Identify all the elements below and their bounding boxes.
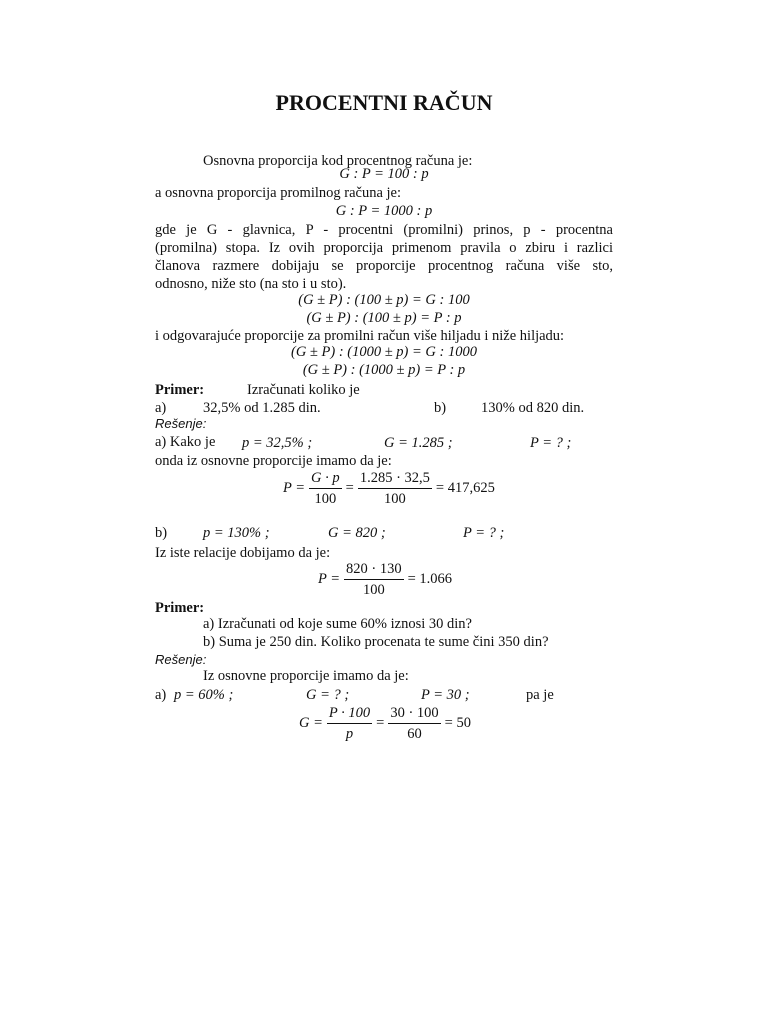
example-2-heading: Primer: [155,600,205,616]
formula-2-numerator: 820 · 130 [344,559,404,580]
example-1-a-text: 32,5% od 1.285 din. [203,400,321,416]
formula-2-fraction [344,559,404,600]
example-1-task: Izračunati koliko je [247,382,360,398]
formula-3-lhs: G = [299,715,323,731]
equation-below-hundred: (G ± P) : (100 ± p) = P : p [306,310,462,326]
solution-b-P: P = ? ; [463,525,505,541]
equation-above-thousand: (G ± P) : (1000 ± p) = G : 1000 [291,344,477,360]
formula-3-denominator-1: p [345,726,354,742]
paragraph-line-2: (promilna) stopa. Iz ovih proporcija primenom pravila o zbiru i razlici [155,240,613,256]
intro-promil: a osnovna proporcija promilnog računa je: [155,185,402,201]
solution-b-then: Iz iste relacije dobijamo da je: [155,545,331,561]
example-2-P: P = 30 ; [421,687,470,703]
solution-a-G: G = 1.285 ; [384,435,453,451]
formula-3-result: = 50 [444,715,471,731]
formula-3-numerator-1: P · 100 [327,703,372,724]
solution-a-prefix: a) Kako je [155,434,216,450]
solution-a-p: p = 32,5% ; [242,435,313,451]
intro-promil-proportions: i odgovarajuće proporcije za promilni račun više hiljadu i niže hiljadu: [155,328,565,344]
solution-label-2: Rešenje: [155,652,207,667]
paragraph-line-3: članova razmere dobijaju se proporcije procentnog računa više sto, [155,258,613,274]
formula-1 [283,468,495,509]
example-2-a-label: a) [155,687,167,703]
formula-2-lhs: P = [318,571,341,587]
formula-2-denominator: 100 [362,582,385,598]
formula-2-result: = 1.066 [407,571,453,587]
equation-above-hundred: (G ± P) : (100 ± p) = G : 100 [298,292,470,308]
solution-b-p: p = 130% ; [203,525,270,541]
example-2-p: p = 60% ; [174,687,234,703]
paragraph-line-1: gde je G - glavnica, P - procentni (promilni) prinos, p - procentna [155,222,613,238]
example-1-b-text: 130% od 820 din. [481,400,585,416]
formula-1-denominator-1: 100 [314,491,337,507]
formula-1-numerator-1: G · p [309,468,342,489]
example-2-b-task: b) Suma je 250 din. Koliko procenata te sume čini 350 din? [203,634,549,650]
formula-3-equals: = [376,715,385,731]
formula-1-fraction-2 [358,468,432,509]
formula-3 [299,703,471,744]
example-2-G: G = ? ; [306,687,350,703]
example-2-a-task: a) Izračunati od koje sume 60% iznosi 30 din? [203,616,472,632]
formula-1-lhs: P = [283,480,306,496]
formula-1-equals: = [345,480,354,496]
example-1-b-label: b) [434,400,447,416]
formula-3-denominator-2: 60 [407,726,422,742]
example-1-heading: Primer: [155,382,205,398]
intro-percent: Osnovna proporcija kod procentnog računa je: [203,153,473,169]
formula-3-numerator-2: 30 · 100 [388,703,440,724]
example-2-from: Iz osnovne proporcije imamo da je: [203,668,409,684]
solution-label-1: Rešenje: [155,416,207,431]
formula-3-fraction-2 [388,703,440,744]
solution-b-label: b) [155,525,168,541]
formula-2 [318,559,452,600]
solution-a-P: P = ? ; [530,435,572,451]
solution-a-then: onda iz osnovne proporcije imamo da je: [155,453,392,469]
solution-b-G: G = 820 ; [328,525,386,541]
equation-below-thousand: (G ± P) : (1000 ± p) = P : p [302,362,466,378]
formula-1-fraction-1 [309,468,342,509]
formula-3-fraction-1 [327,703,372,744]
page-title: PROCENTNI RAČUN [275,90,493,115]
formula-1-numerator-2: 1.285 · 32,5 [358,468,432,489]
example-1-a-label: a) [155,400,167,416]
example-2-then: pa je [526,687,554,703]
paragraph-line-4: odnosno, niže sto (na sto i u sto). [155,276,347,292]
equation-basic-promil: G : P = 1000 : p [335,203,433,219]
formula-1-result: = 417,625 [435,480,495,496]
equation-basic-percent: G : P = 100 : p [339,166,429,182]
formula-1-denominator-2: 100 [383,491,406,507]
